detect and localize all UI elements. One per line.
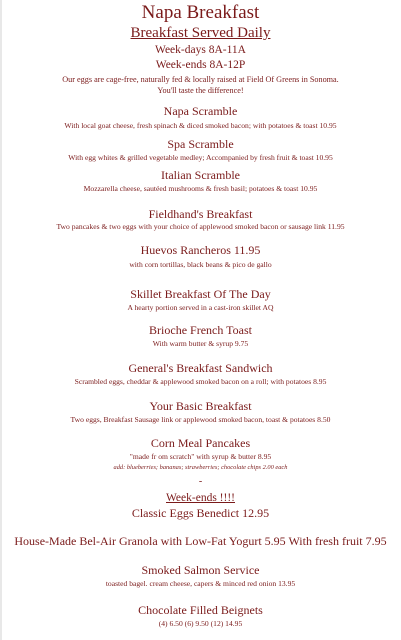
item-desc: Scrambled eggs, cheddar & applewood smoked bacon on a roll; with potatoes 8.95	[74, 377, 327, 386]
item-addon: add: blueberries; bananas; strawberries; chocolate chips 2.00 each	[113, 464, 288, 471]
weekends-heading: Week-ends !!!!	[166, 492, 235, 504]
weekend-item-desc: toasted bagel. cream cheese, capers & minced red onion 13.95	[105, 579, 296, 588]
item-name: Corn Meal Pancakes	[150, 436, 251, 450]
item-desc: Two pancakes & two eggs with your choice of applewood smoked bacon or sausage link 11.95	[56, 222, 345, 231]
item-desc: With local goat cheese, fresh spinach & diced smoked bacon; with potatoes & toast 10.95	[64, 121, 337, 130]
item-name: Your Basic Breakfast	[149, 399, 252, 413]
weekend-item-name: Smoked Salmon Service	[141, 563, 260, 577]
weekend-item-name: House-Made Bel-Air Granola with Low-Fat Yogurt 5.95 With fresh fruit 7.95	[14, 534, 387, 548]
weekend-item-name: Chocolate Filled Beignets	[138, 603, 263, 617]
weekend-hours: Week-ends 8A-12P	[155, 59, 246, 71]
separator: -	[198, 476, 203, 487]
item-desc: Mozzarella cheese, sautéed mushrooms & fresh basil; potatoes & toast 10.95	[83, 184, 318, 193]
item-name: Spa Scramble	[167, 137, 234, 151]
item-desc: With warm butter & syrup 9.75	[152, 339, 249, 348]
item-desc: with corn tortillas, black beans & pico de gallo	[129, 260, 272, 269]
item-desc: Two eggs, Breakfast Sausage link or applewood smoked bacon, toast & potatoes 8.50	[70, 415, 331, 424]
item-name: Brioche French Toast	[149, 323, 252, 337]
item-desc: "made fr om scratch" with syrup & butter 8.95	[129, 452, 272, 461]
weekday-hours: Week-days 8A-11A	[155, 44, 246, 56]
item-name: General's Breakfast Sandwich	[128, 361, 273, 375]
weekend-item-desc: (4) 6.50 (6) 9.50 (12) 14.95	[158, 619, 243, 628]
item-desc: A hearty portion served in a cast-iron skillet AQ	[127, 303, 274, 312]
menu-title: Napa Breakfast	[141, 2, 260, 23]
item-name: Fieldhand's Breakfast	[148, 207, 253, 221]
menu-subtitle: Breakfast Served Daily	[130, 25, 271, 41]
intro-line-1: Our eggs are cage-free, naturally fed & locally raised at Field Of Greens in Sonoma.	[62, 75, 339, 84]
item-name: Napa Scramble	[163, 104, 238, 118]
weekend-item-name: Classic Eggs Benedict 12.95	[131, 506, 270, 520]
intro-line-2: You'll taste the difference!	[157, 86, 244, 95]
item-name: Italian Scramble	[161, 168, 240, 182]
item-name: Skillet Breakfast Of The Day	[130, 287, 271, 301]
item-name: Huevos Rancheros 11.95	[140, 243, 261, 257]
item-desc: With egg whites & grilled vegetable medley; Accompanied by fresh fruit & toast 10.95	[68, 153, 333, 162]
